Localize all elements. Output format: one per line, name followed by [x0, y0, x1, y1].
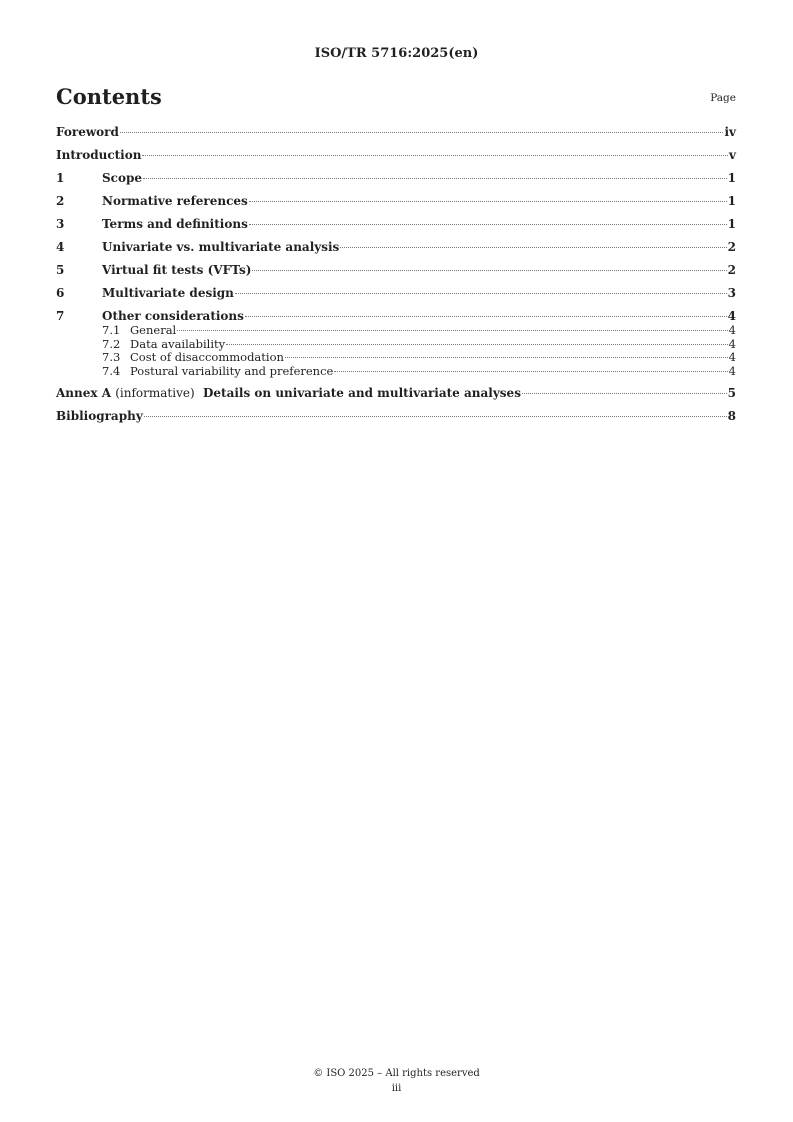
toc-entry-other-considerations[interactable]	[56, 308, 736, 324]
toc-entry-title: Normative references	[102, 194, 248, 208]
toc-entry-title: Other considerations	[102, 309, 244, 323]
toc-entry-introduction[interactable]	[56, 147, 736, 163]
toc-entry-title: Scope	[102, 171, 143, 185]
toc-entry-title: Cost of disaccommodation	[130, 350, 284, 364]
toc-entry-title: Univariate vs. multivariate analysis	[102, 240, 340, 254]
page-footer	[0, 1066, 793, 1096]
toc-entry-title: Data availability	[130, 336, 226, 351]
toc-entry-annex-a[interactable]	[56, 385, 736, 401]
toc-entry-number: 1	[56, 171, 65, 185]
toc-subentry-data-availability[interactable]	[56, 338, 736, 352]
table-of-contents	[56, 124, 736, 424]
toc-entry-number: 7.3	[102, 350, 121, 364]
dot-leader	[144, 416, 727, 417]
toc-entry-page: 1	[727, 171, 736, 185]
toc-entry-title: Introduction	[56, 148, 142, 162]
dot-leader	[143, 178, 727, 179]
dot-leader	[249, 224, 727, 225]
toc-entry-page: 2	[727, 263, 736, 277]
toc-entry-title: Virtual fit tests (VFTs)	[102, 263, 252, 277]
dot-leader	[252, 270, 726, 271]
toc-entry-page: 4	[728, 363, 736, 378]
toc-entry-number: 6	[56, 286, 65, 300]
toc-entry-title: Foreword	[56, 125, 119, 139]
toc-entry-univariate-vs-multivariate[interactable]	[56, 239, 736, 255]
dot-leader	[334, 371, 727, 372]
toc-entry-title: Bibliography	[56, 409, 143, 423]
copyright-notice: © ISO 2025 – All rights reserved	[313, 1068, 480, 1079]
toc-entry-number: 7.4	[102, 363, 121, 378]
toc-entry-page: 1	[727, 194, 736, 208]
toc-entry-page: 2	[727, 240, 736, 254]
toc-entry-number: 2	[56, 194, 65, 208]
toc-entry-title: Postural variability and preference	[130, 363, 334, 378]
page-number: iii	[391, 1083, 402, 1094]
toc-entry-page: 4	[727, 309, 736, 323]
toc-entry-foreword[interactable]	[56, 124, 736, 140]
dot-leader	[249, 201, 727, 202]
toc-entry-terms-and-definitions[interactable]	[56, 216, 736, 232]
page-column-label: Page	[710, 92, 736, 104]
toc-entry-page: 3	[727, 286, 736, 300]
dot-leader	[245, 316, 727, 317]
toc-entry-number: 3	[56, 217, 65, 231]
toc-entry-title: Multivariate design	[102, 286, 234, 300]
dot-leader	[522, 393, 727, 394]
dot-leader	[142, 155, 728, 156]
dot-leader	[120, 132, 724, 133]
toc-entry-page: 8	[727, 409, 736, 423]
toc-entry-title: General	[130, 323, 177, 337]
toc-entry-multivariate-design[interactable]	[56, 285, 736, 301]
toc-entry-virtual-fit-tests[interactable]	[56, 262, 736, 278]
dot-leader	[285, 357, 728, 358]
page-title: Contents	[56, 84, 162, 109]
toc-subentry-general[interactable]	[56, 324, 736, 338]
dot-leader	[177, 330, 727, 331]
toc-subentry-cost-of-disaccommodation[interactable]	[56, 351, 736, 365]
toc-subentry-postural-variability[interactable]	[56, 365, 736, 379]
dot-leader	[235, 293, 727, 294]
annex-title: Details on univariate and multivariate analyses	[203, 386, 521, 400]
toc-entry-bibliography[interactable]	[56, 408, 736, 424]
dot-leader	[226, 344, 728, 345]
toc-entry-title	[56, 385, 521, 401]
annex-informative-label: (informative)	[115, 386, 195, 400]
toc-entry-scope[interactable]	[56, 170, 736, 186]
toc-entry-page: 4	[728, 350, 736, 364]
toc-entry-number: 5	[56, 263, 65, 277]
toc-entry-page: 4	[728, 336, 736, 351]
document-id-header: ISO/TR 5716:2025(en)	[314, 46, 479, 61]
toc-entry-number: 7.1	[102, 323, 121, 337]
toc-entry-number: 7	[56, 309, 65, 323]
toc-entry-number: 4	[56, 240, 65, 254]
annex-label: Annex A	[56, 386, 112, 400]
toc-entry-number: 7.2	[102, 336, 121, 351]
toc-entry-page: 1	[727, 217, 736, 231]
toc-entry-page: 5	[727, 386, 736, 400]
toc-entry-page: iv	[724, 125, 736, 139]
toc-entry-normative-references[interactable]	[56, 193, 736, 209]
toc-entry-page: 4	[728, 323, 736, 337]
toc-entry-title: Terms and definitions	[102, 217, 248, 231]
toc-entry-page: v	[729, 148, 736, 162]
dot-leader	[340, 247, 726, 248]
